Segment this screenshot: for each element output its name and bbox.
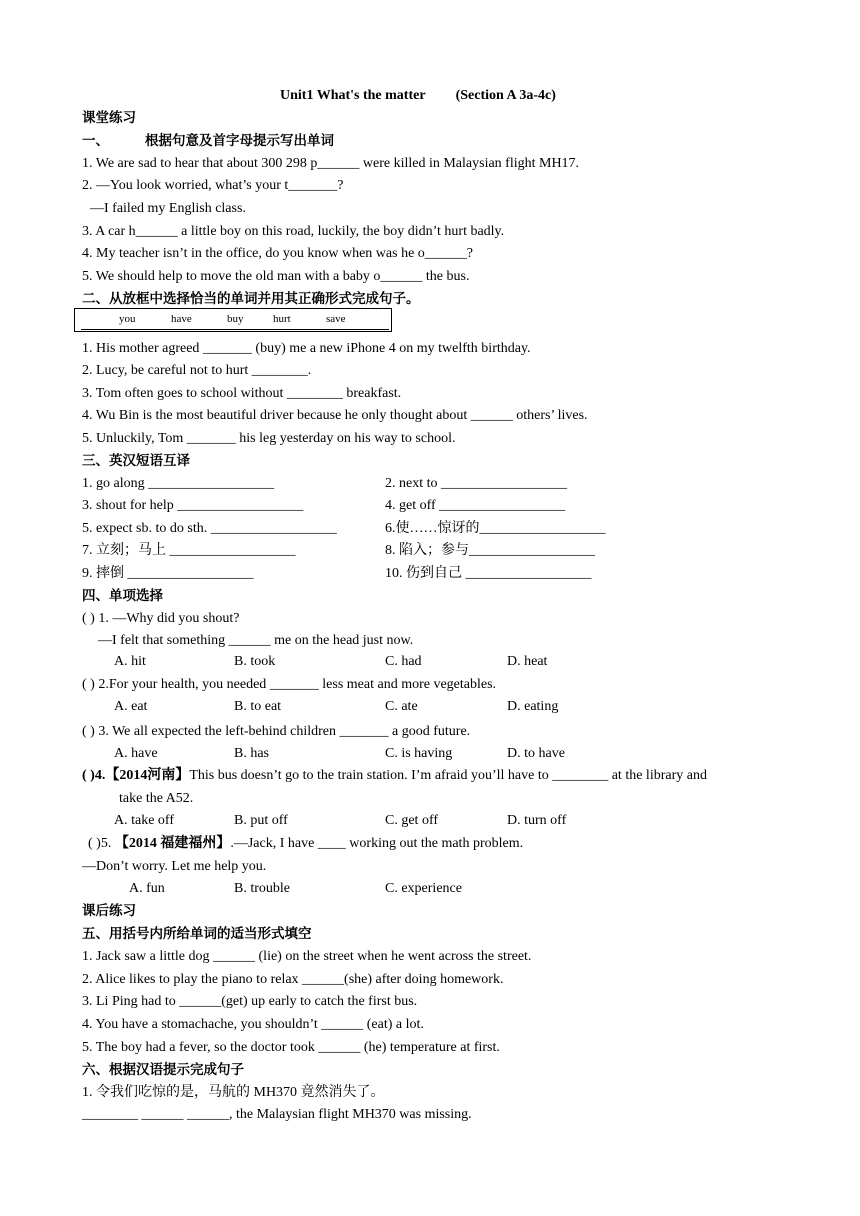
phrase-item: 2. next to __________________ bbox=[385, 476, 567, 491]
word-box-item: you bbox=[119, 313, 136, 325]
mc-option: B. trouble bbox=[234, 881, 290, 896]
sec2-question-3: 3. Tom often goes to school without ________ breakfast. bbox=[82, 386, 402, 401]
word-box-item: save bbox=[326, 313, 346, 325]
mc-option: B. has bbox=[234, 746, 269, 761]
title-section: (Section A 3a-4c) bbox=[455, 88, 556, 103]
section-3-heading: 三、英汉短语互译 bbox=[82, 453, 190, 469]
mc-question-4-source: 4.【2014河南】 bbox=[94, 768, 190, 783]
sec1-question-2: 2. —You look worried, what’s your t_______? bbox=[82, 178, 344, 193]
word-box-item: buy bbox=[227, 313, 244, 325]
mc-option: C. get off bbox=[385, 813, 439, 828]
mc-question-2: ( ) 2.For your health, you needed _______ less meat and more vegetables. bbox=[82, 677, 497, 692]
sec2-question-2: 2. Lucy, be careful not to hurt ________. bbox=[82, 363, 312, 378]
mc-option: A. have bbox=[114, 746, 158, 761]
section-1-heading bbox=[82, 132, 334, 150]
section-4-heading: 四、单项选择 bbox=[82, 588, 163, 604]
word-box bbox=[74, 308, 392, 332]
word-box-list bbox=[81, 309, 389, 330]
mc-option: D. heat bbox=[507, 654, 548, 669]
mc-question-3: ( ) 3. We all expected the left-behind children _______ a good future. bbox=[82, 724, 471, 739]
sec1-question-1: 1. We are sad to hear that about 300 298 p______ were killed in Malaysian flight MH17. bbox=[82, 156, 580, 171]
title-unit: Unit1 What's the matter bbox=[280, 88, 426, 103]
mc-option: D. turn off bbox=[507, 813, 567, 828]
worksheet-title bbox=[280, 87, 556, 105]
phrase-item: 3. shout for help __________________ bbox=[82, 498, 304, 513]
mc-question-5-text: .—Jack, I have ____ working out the math problem. bbox=[230, 836, 524, 851]
mc-question-1: ( ) 1. —Why did you shout? bbox=[82, 611, 240, 626]
sec1-question-5: 5. We should help to move the old man with a baby o______ the bus. bbox=[82, 269, 470, 284]
section-5-heading: 五、用括号内所给单词的适当形式填空 bbox=[82, 926, 312, 942]
section-1-number: 一、 bbox=[82, 133, 109, 149]
mc-question-4-line2: take the A52. bbox=[119, 791, 194, 806]
phrase-item: 9. 摔倒 __________________ bbox=[82, 566, 254, 581]
sec2-question-4: 4. Wu Bin is the most beautiful driver because he only thought about ______ others’ lives. bbox=[82, 408, 588, 423]
mc-question-5-line2: —Don’t worry. Let me help you. bbox=[82, 859, 267, 874]
phrase-item: 5. expect sb. to do sth. __________________ bbox=[82, 521, 337, 536]
mc-question-5 bbox=[88, 835, 523, 853]
sec2-question-5: 5. Unluckily, Tom _______ his leg yesterday on his way to school. bbox=[82, 431, 456, 446]
mc-question-5-source: 【2014 福建福州】 bbox=[114, 836, 231, 851]
mc-question-1-line2: —I felt that something ______ me on the head just now. bbox=[98, 633, 414, 648]
sec1-question-2-reply: —I failed my English class. bbox=[90, 201, 246, 216]
word-box-item: hurt bbox=[273, 313, 291, 325]
mc-option: A. hit bbox=[114, 654, 146, 669]
phrase-item: 4. get off __________________ bbox=[385, 498, 566, 513]
section-1-title: 根据句意及首字母提示写出单词 bbox=[145, 133, 334, 149]
section-2-heading: 二、从放框中选择恰当的单词并用其正确形式完成句子。 bbox=[82, 291, 420, 307]
mc-option: B. took bbox=[234, 654, 276, 669]
mc-option: B. put off bbox=[234, 813, 288, 828]
homework-label: 课后练习 bbox=[82, 903, 136, 919]
mc-question-4-paren: ( ) bbox=[82, 768, 95, 783]
phrase-item: 1. go along __________________ bbox=[82, 476, 275, 491]
mc-option: D. to have bbox=[507, 746, 565, 761]
sec1-question-3: 3. A car h______ a little boy on this road, luckily, the boy didn’t hurt badly. bbox=[82, 224, 505, 239]
sec6-question-1-answer: ________ ______ ______, the Malaysian flight MH370 was missing. bbox=[82, 1107, 472, 1122]
mc-option: A. take off bbox=[114, 813, 174, 828]
sec1-question-4: 4. My teacher isn’t in the office, do you know when was he o______? bbox=[82, 246, 474, 261]
phrase-item: 7. 立刻；马上 __________________ bbox=[82, 543, 296, 558]
section-6-heading: 六、根据汉语提示完成句子 bbox=[82, 1062, 244, 1078]
phrase-item: 6.使……惊讶的__________________ bbox=[385, 521, 606, 536]
sec5-question-2: 2. Alice likes to play the piano to relax ______(she) after doing homework. bbox=[82, 972, 504, 987]
sec6-question-1-prompt: 1. 令我们吃惊的是，马航的 MH370 竟然消失了。 bbox=[82, 1085, 385, 1100]
sec5-question-5: 5. The boy had a fever, so the doctor took ______ (he) temperature at first. bbox=[82, 1040, 500, 1055]
mc-option: C. had bbox=[385, 654, 422, 669]
sec5-question-3: 3. Li Ping had to ______(get) up early to catch the first bus. bbox=[82, 994, 418, 1009]
mc-option: A. fun bbox=[129, 881, 165, 896]
sec5-question-4: 4. You have a stomachache, you shouldn’t ______ (eat) a lot. bbox=[82, 1017, 424, 1032]
mc-option: C. ate bbox=[385, 699, 418, 714]
mc-question-4-text: This bus doesn’t go to the train station. I’m afraid you’ll have to ________ at the library and bbox=[189, 768, 707, 783]
phrase-item: 8. 陷入；参与__________________ bbox=[385, 543, 595, 558]
mc-option: C. experience bbox=[385, 881, 462, 896]
mc-option: D. eating bbox=[507, 699, 559, 714]
classwork-label: 课堂练习 bbox=[82, 110, 136, 126]
sec2-question-1: 1. His mother agreed _______ (buy) me a new iPhone 4 on my twelfth birthday. bbox=[82, 341, 531, 356]
phrase-item: 10. 伤到自己 __________________ bbox=[385, 566, 592, 581]
mc-question-4 bbox=[82, 767, 707, 785]
mc-question-5-paren: ( )5. bbox=[88, 836, 115, 851]
sec5-question-1: 1. Jack saw a little dog ______ (lie) on the street when he went across the street. bbox=[82, 949, 532, 964]
word-box-item: have bbox=[171, 313, 192, 325]
mc-option: A. eat bbox=[114, 699, 148, 714]
mc-option: B. to eat bbox=[234, 699, 282, 714]
mc-option: C. is having bbox=[385, 746, 453, 761]
